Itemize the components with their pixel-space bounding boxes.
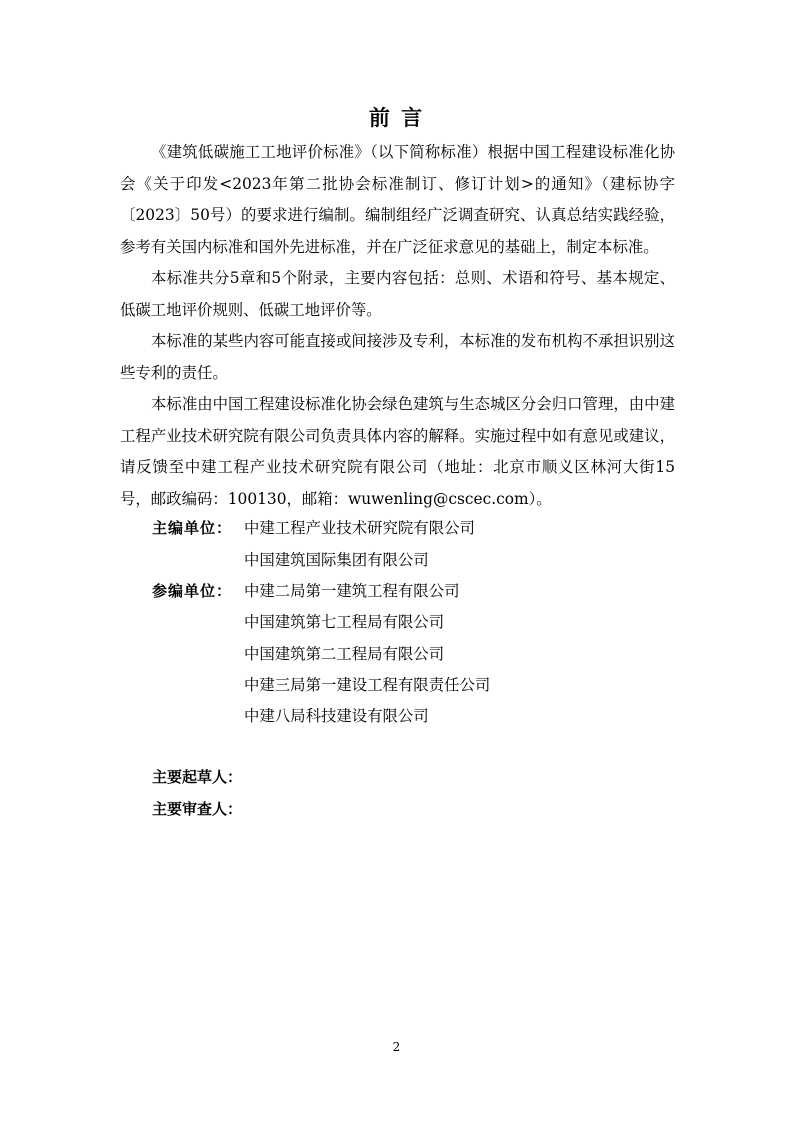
participating-unit-name: 中建二局第一建筑工程有限公司 — [244, 582, 460, 600]
chief-unit-name: 中国建筑国际集团有限公司 — [244, 551, 429, 569]
paragraph-background: 《建筑低碳施工工地评价标准》（以下简称标准）根据中国工程建设标准化协会《关于印发<2023年第二批协会标准制订、修订计划>的通知》（建标协字〔2023〕50号）的要求进行编制。编制组经广泛调查研究、认真总结实践经验，参考有关国内标准和国外先进标准，并在广泛征求意见的基础上，制定本标准。 — [120, 143, 675, 256]
page-number: 2 — [392, 1040, 401, 1054]
participating-unit-name: 中国建筑第七工程局有限公司 — [244, 613, 445, 631]
reviewers-label: 主要审查人： — [152, 800, 243, 818]
participating-unit-row — [244, 607, 444, 639]
chief-unit-row — [244, 545, 429, 577]
participating-unit-name: 中建八局科技建设有限公司 — [244, 707, 429, 725]
participating-unit-name: 中国建筑第二工程局有限公司 — [244, 645, 445, 663]
drafters-label: 主要起草人： — [152, 768, 243, 786]
page-title: 前 言 — [368, 106, 425, 130]
participating-unit-row — [244, 670, 490, 702]
participating-unit-row — [244, 701, 429, 733]
chief-unit-name: 中建工程产业技术研究院有限公司 — [244, 519, 475, 537]
paragraph-content-summary: 本标准共分5章和5个附录，主要内容包括：总则、术语和符号、基本规定、低碳工地评价规则、低碳工地评价等。 — [120, 269, 675, 319]
participating-unit-row — [152, 576, 459, 608]
paragraph-patent-notice: 本标准的某些内容可能直接或间接涉及专利，本标准的发布机构不承担识别这些专利的责任。 — [120, 332, 675, 382]
participating-unit-name: 中建三局第一建设工程有限责任公司 — [244, 676, 491, 694]
chief-unit-row — [152, 513, 475, 545]
paragraph-management-contact: 本标准由中国工程建设标准化协会绿色建筑与生态城区分会归口管理，由中建工程产业技术研究院有限公司负责具体内容的解释。实施过程中如有意见或建议，请反馈至中建工程产业技术研究院有限公司（地址：北京市顺义区林河大街15号，邮政编码：100130，邮箱：wuwenling@cscec.com）。 — [120, 395, 675, 508]
participating-units-label: 参编单位： — [152, 582, 233, 600]
chief-units-label: 主编单位： — [152, 519, 233, 537]
participating-unit-row — [244, 639, 444, 671]
